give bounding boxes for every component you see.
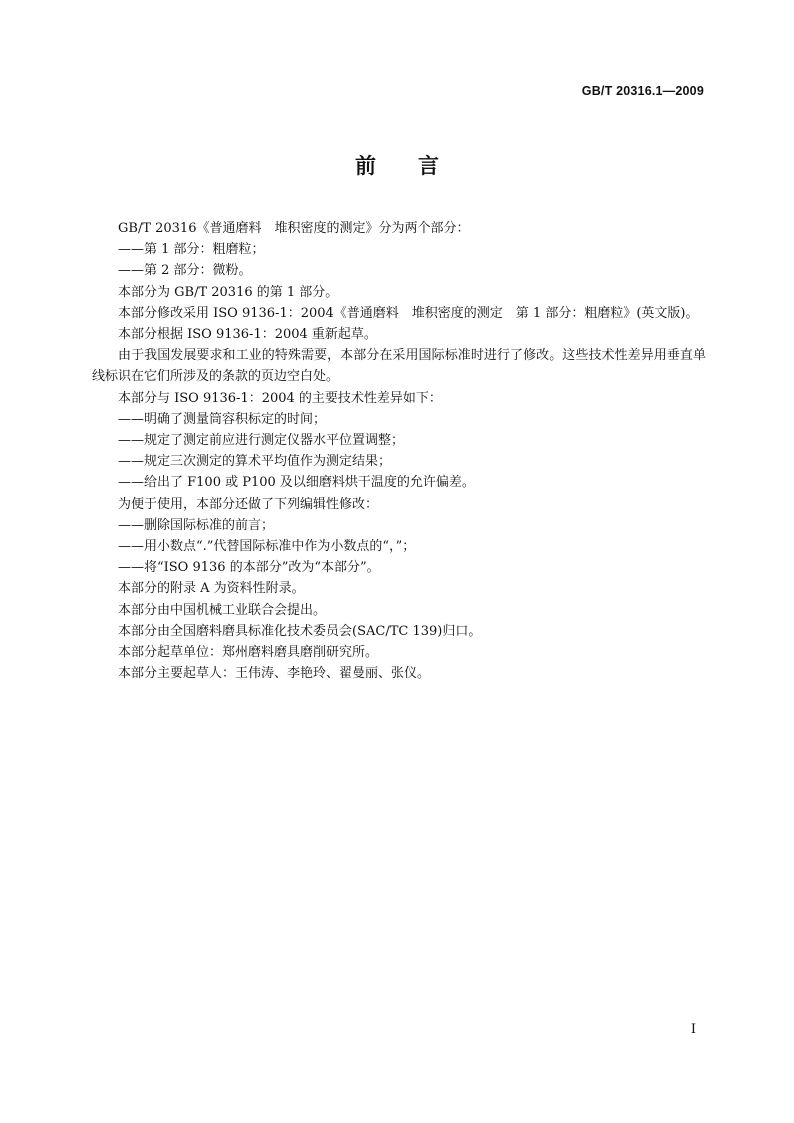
page-title: 前言	[355, 154, 481, 178]
paragraph: 由于我国发展要求和工业的特殊需要，本部分在采用国际标准时进行了修改。这些技术性差异用垂直单线标识在它们所涉及的条款的页边空白处。	[92, 348, 706, 385]
paragraph: GB/T 20316《普通磨料 堆积密度的测定》分为两个部分：	[118, 221, 470, 236]
foreword-body	[92, 218, 706, 684]
list-item: ——规定三次测定的算术平均值作为测定结果；	[118, 454, 392, 470]
paragraph: 本部分起草单位：郑州磨料磨具磨削研究所。	[118, 645, 379, 661]
paragraph: 本部分主要起草人：王伟涛、李艳玲、翟曼丽、张仪。	[118, 666, 431, 682]
standard-code: GB/T 20316.1—2009	[581, 84, 704, 98]
list-item: ——明确了测量筒容积标定的时间；	[118, 411, 327, 427]
paragraph: 本部分为 GB/T 20316 的第 1 部分。	[118, 284, 339, 300]
paragraph: 为便于使用，本部分还做了下列编辑性修改：	[118, 496, 379, 512]
paragraph: 本部分与 ISO 9136-1：2004 的主要技术性差异如下：	[118, 390, 442, 406]
list-item: ——将“ISO 9136 的本部分”改为“本部分”。	[118, 560, 380, 576]
list-item: ——第 2 部分：微粉。	[118, 263, 252, 279]
paragraph: 本部分修改采用 ISO 9136-1：2004《普通磨料 堆积密度的测定 第 1 部分：粗磨粒》(英文版)。	[118, 305, 699, 321]
list-item: ——用小数点“.”代替国际标准中作为小数点的“，”；	[118, 539, 416, 555]
paragraph: 本部分的附录 A 为资料性附录。	[118, 581, 305, 597]
paragraph: 本部分由全国磨料磨具标准化技术委员会(SAC/TC 139)归口。	[118, 623, 482, 639]
paragraph: 本部分根据 ISO 9136-1：2004 重新起草。	[118, 327, 377, 343]
list-item: ——给出了 F100 或 P100 及以细磨料烘干温度的允许偏差。	[118, 475, 475, 491]
paragraph: 本部分由中国机械工业联合会提出。	[118, 602, 327, 618]
page-number: I	[690, 1022, 696, 1037]
list-item: ——规定了测定前应进行测定仪器水平位置调整；	[118, 433, 405, 449]
list-item: ——第 1 部分：粗磨粒；	[118, 242, 265, 258]
list-item: ——删除国际标准的前言；	[118, 517, 275, 533]
